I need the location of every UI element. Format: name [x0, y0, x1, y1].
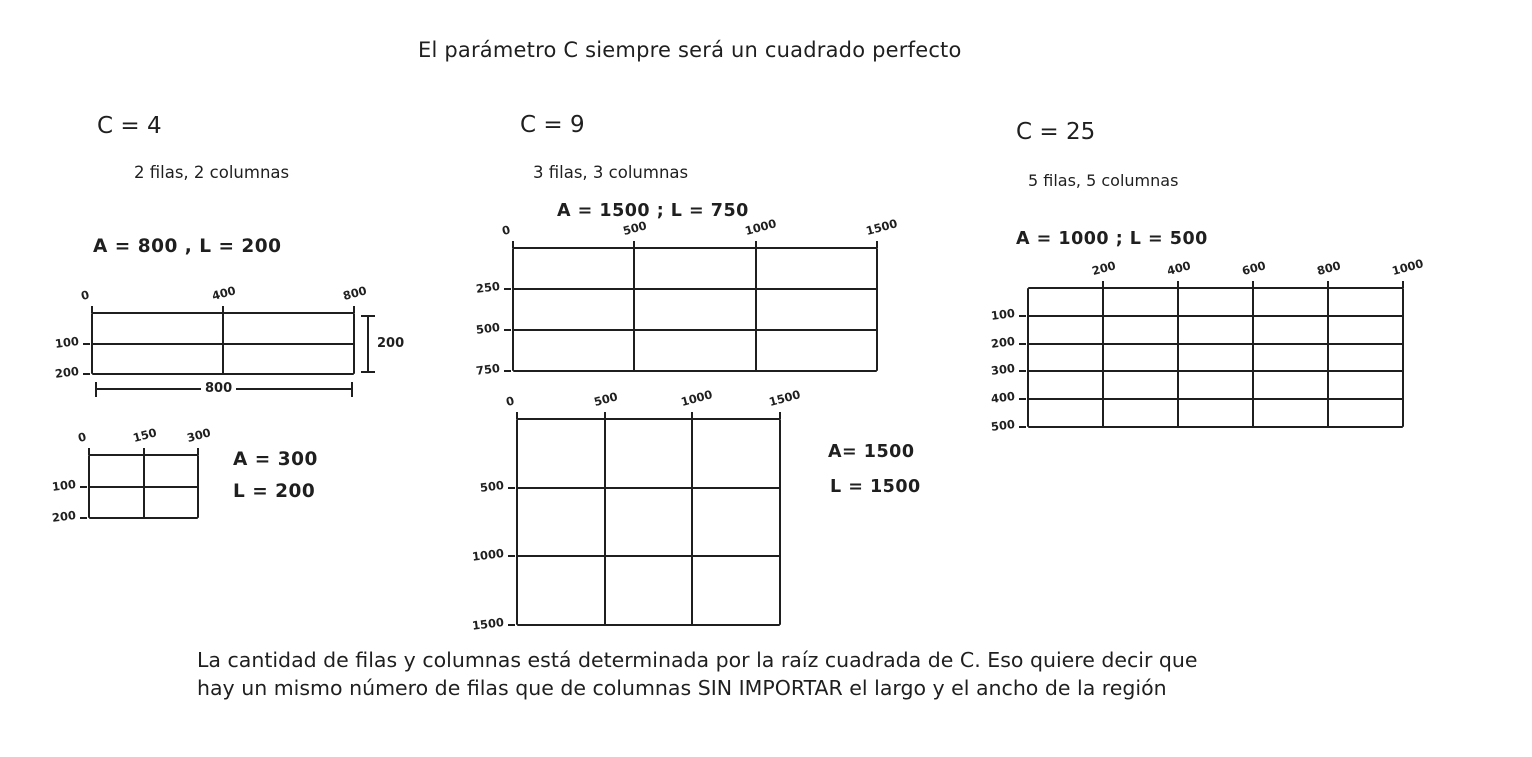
section-c4-subheading: 2 filas, 2 columnas	[134, 163, 290, 182]
axis-tick	[1177, 281, 1179, 288]
axis-label-top: 400	[1165, 258, 1193, 278]
axis-label-left: 200	[990, 333, 1016, 351]
axis-tick	[83, 343, 90, 345]
c9-bottom-length-label: L = 1500	[830, 477, 921, 497]
axis-label-left: 100	[54, 333, 80, 351]
axis-tick	[91, 306, 93, 313]
grid-line-v	[197, 455, 199, 518]
dimension-right-line	[367, 316, 369, 373]
grid-c25	[990, 256, 1425, 434]
grid-line-v	[633, 248, 635, 371]
dimension-right-label: 200	[373, 336, 408, 351]
axis-tick	[1402, 281, 1404, 288]
axis-tick	[633, 241, 635, 248]
axis-tick	[80, 517, 87, 519]
axis-label-top: 0	[504, 393, 516, 409]
axis-tick	[504, 370, 511, 372]
grid-line-v	[876, 248, 878, 371]
axis-tick	[1019, 343, 1026, 345]
grid-c9-top	[475, 216, 899, 378]
grid-line-h	[513, 370, 877, 372]
axis-label-left: 250	[475, 278, 501, 296]
axis-label-left: 100	[51, 476, 77, 494]
grid-line-v	[1327, 288, 1329, 427]
grid-line-h	[1028, 398, 1403, 400]
dimension-bottom-cap	[95, 382, 97, 397]
grid-line-v	[1027, 288, 1029, 427]
axis-label-left: 400	[990, 389, 1016, 406]
grid-line-v	[779, 419, 781, 625]
axis-tick	[504, 288, 511, 290]
axis-tick	[779, 412, 781, 419]
axis-tick	[516, 412, 518, 419]
axis-tick	[1019, 426, 1026, 428]
axis-tick	[755, 241, 757, 248]
axis-tick	[1327, 281, 1329, 288]
axis-label-left: 1500	[471, 614, 505, 633]
section-c4-heading: C = 4	[97, 113, 162, 139]
axis-label-top: 400	[210, 283, 238, 303]
grid-line-h	[1028, 315, 1403, 317]
axis-tick	[876, 241, 878, 248]
section-c9-params: A = 1500 ; L = 750	[557, 201, 749, 221]
axis-tick	[83, 373, 90, 375]
grid-line-h	[1028, 426, 1403, 428]
grid-line-h	[513, 247, 877, 249]
axis-tick	[88, 448, 90, 455]
axis-label-top: 1500	[767, 387, 802, 409]
grid-line-h	[517, 487, 780, 489]
footer-text-line-1: La cantidad de filas y columnas está determinada por la raíz cuadrada de C. Eso quiere decir que	[197, 648, 1198, 672]
axis-label-top: 800	[341, 283, 369, 303]
grid-line-v	[91, 313, 93, 374]
footer-text-line-2: hay un mismo número de filas que de columnas SIN IMPORTAR el largo y el ancho de la región	[197, 676, 1167, 700]
axis-tick	[80, 486, 87, 488]
axis-label-left: 1000	[471, 546, 505, 565]
grid-line-h	[513, 329, 877, 331]
grid-line-h	[513, 288, 877, 290]
grid-c9-bottom	[471, 387, 802, 633]
axis-label-top: 0	[76, 429, 88, 445]
axis-tick	[1019, 398, 1026, 400]
grid-line-v	[1177, 288, 1179, 427]
axis-tick	[508, 487, 515, 489]
axis-tick	[508, 624, 515, 626]
axis-label-left: 500	[475, 319, 501, 337]
axis-label-left: 500	[990, 416, 1016, 434]
axis-tick	[143, 448, 145, 455]
c4-small-length-label: L = 200	[233, 481, 316, 502]
section-c25-params: A = 1000 ; L = 500	[1016, 229, 1208, 249]
axis-label-top: 600	[1240, 258, 1268, 278]
grid-c4-main	[54, 283, 405, 396]
axis-tick	[353, 306, 355, 313]
axis-label-top: 200	[1090, 258, 1118, 278]
axis-label-left: 200	[54, 363, 80, 381]
axis-label-top: 0	[79, 287, 91, 303]
grid-line-v	[516, 419, 518, 625]
dimension-bottom-cap	[351, 382, 353, 397]
section-c25-heading: C = 25	[1016, 119, 1096, 145]
grid-line-h	[1028, 343, 1403, 345]
section-c9-subheading: 3 filas, 3 columnas	[533, 163, 689, 182]
page-title: El parámetro C siempre será un cuadrado perfecto	[418, 38, 962, 62]
grid-line-h	[517, 555, 780, 557]
grid-line-v	[755, 248, 757, 371]
grid-line-v	[143, 455, 145, 518]
grid-line-h	[517, 624, 780, 626]
axis-tick	[504, 329, 511, 331]
axis-label-top: 1000	[679, 387, 715, 409]
axis-tick	[1019, 315, 1026, 317]
grid-line-v	[353, 313, 355, 374]
axis-tick	[222, 306, 224, 313]
axis-tick	[197, 448, 199, 455]
grid-line-v	[222, 313, 224, 374]
grid-line-v	[604, 419, 606, 625]
axis-label-left: 200	[51, 507, 77, 525]
axis-label-top: 1000	[743, 216, 778, 238]
axis-label-top: 500	[592, 389, 619, 409]
grid-line-h	[517, 418, 780, 420]
c9-bottom-area-label: A= 1500	[828, 442, 915, 462]
axis-label-top: 1500	[864, 216, 899, 238]
grid-line-v	[1252, 288, 1254, 427]
grid-line-v	[691, 419, 693, 625]
axis-label-left: 100	[990, 305, 1016, 323]
axis-tick	[691, 412, 693, 419]
grid-line-v	[88, 455, 90, 518]
grid-line-h	[1028, 370, 1403, 372]
dimension-right-cap	[361, 315, 375, 317]
grid-line-v	[512, 248, 514, 371]
c4-small-area-label: A = 300	[233, 449, 318, 470]
axis-label-top: 150	[130, 425, 158, 445]
axis-label-top: 0	[500, 222, 512, 238]
axis-tick	[512, 241, 514, 248]
grid-line-h	[1028, 287, 1403, 289]
grid-c4-small	[51, 425, 213, 525]
grid-line-v	[1402, 288, 1404, 427]
dimension-bottom-label: 800	[201, 381, 236, 396]
axis-label-top: 300	[185, 425, 213, 445]
axis-tick	[604, 412, 606, 419]
axis-label-left: 500	[479, 477, 505, 495]
dimension-right-cap	[361, 371, 375, 373]
axis-tick	[1252, 281, 1254, 288]
axis-tick	[508, 555, 515, 557]
axis-tick	[1019, 370, 1026, 372]
axis-tick	[1102, 281, 1104, 288]
axis-label-top: 1000	[1390, 256, 1425, 278]
axis-label-left: 750	[475, 360, 501, 378]
section-c25-subheading: 5 filas, 5 columnas	[1028, 171, 1179, 190]
grid-line-v	[1102, 288, 1104, 427]
section-c4-params: A = 800 , L = 200	[93, 236, 282, 257]
axis-label-left: 300	[990, 361, 1016, 379]
axis-label-top: 800	[1315, 258, 1343, 278]
section-c9-heading: C = 9	[520, 112, 585, 138]
axis-label-top: 500	[621, 218, 649, 238]
